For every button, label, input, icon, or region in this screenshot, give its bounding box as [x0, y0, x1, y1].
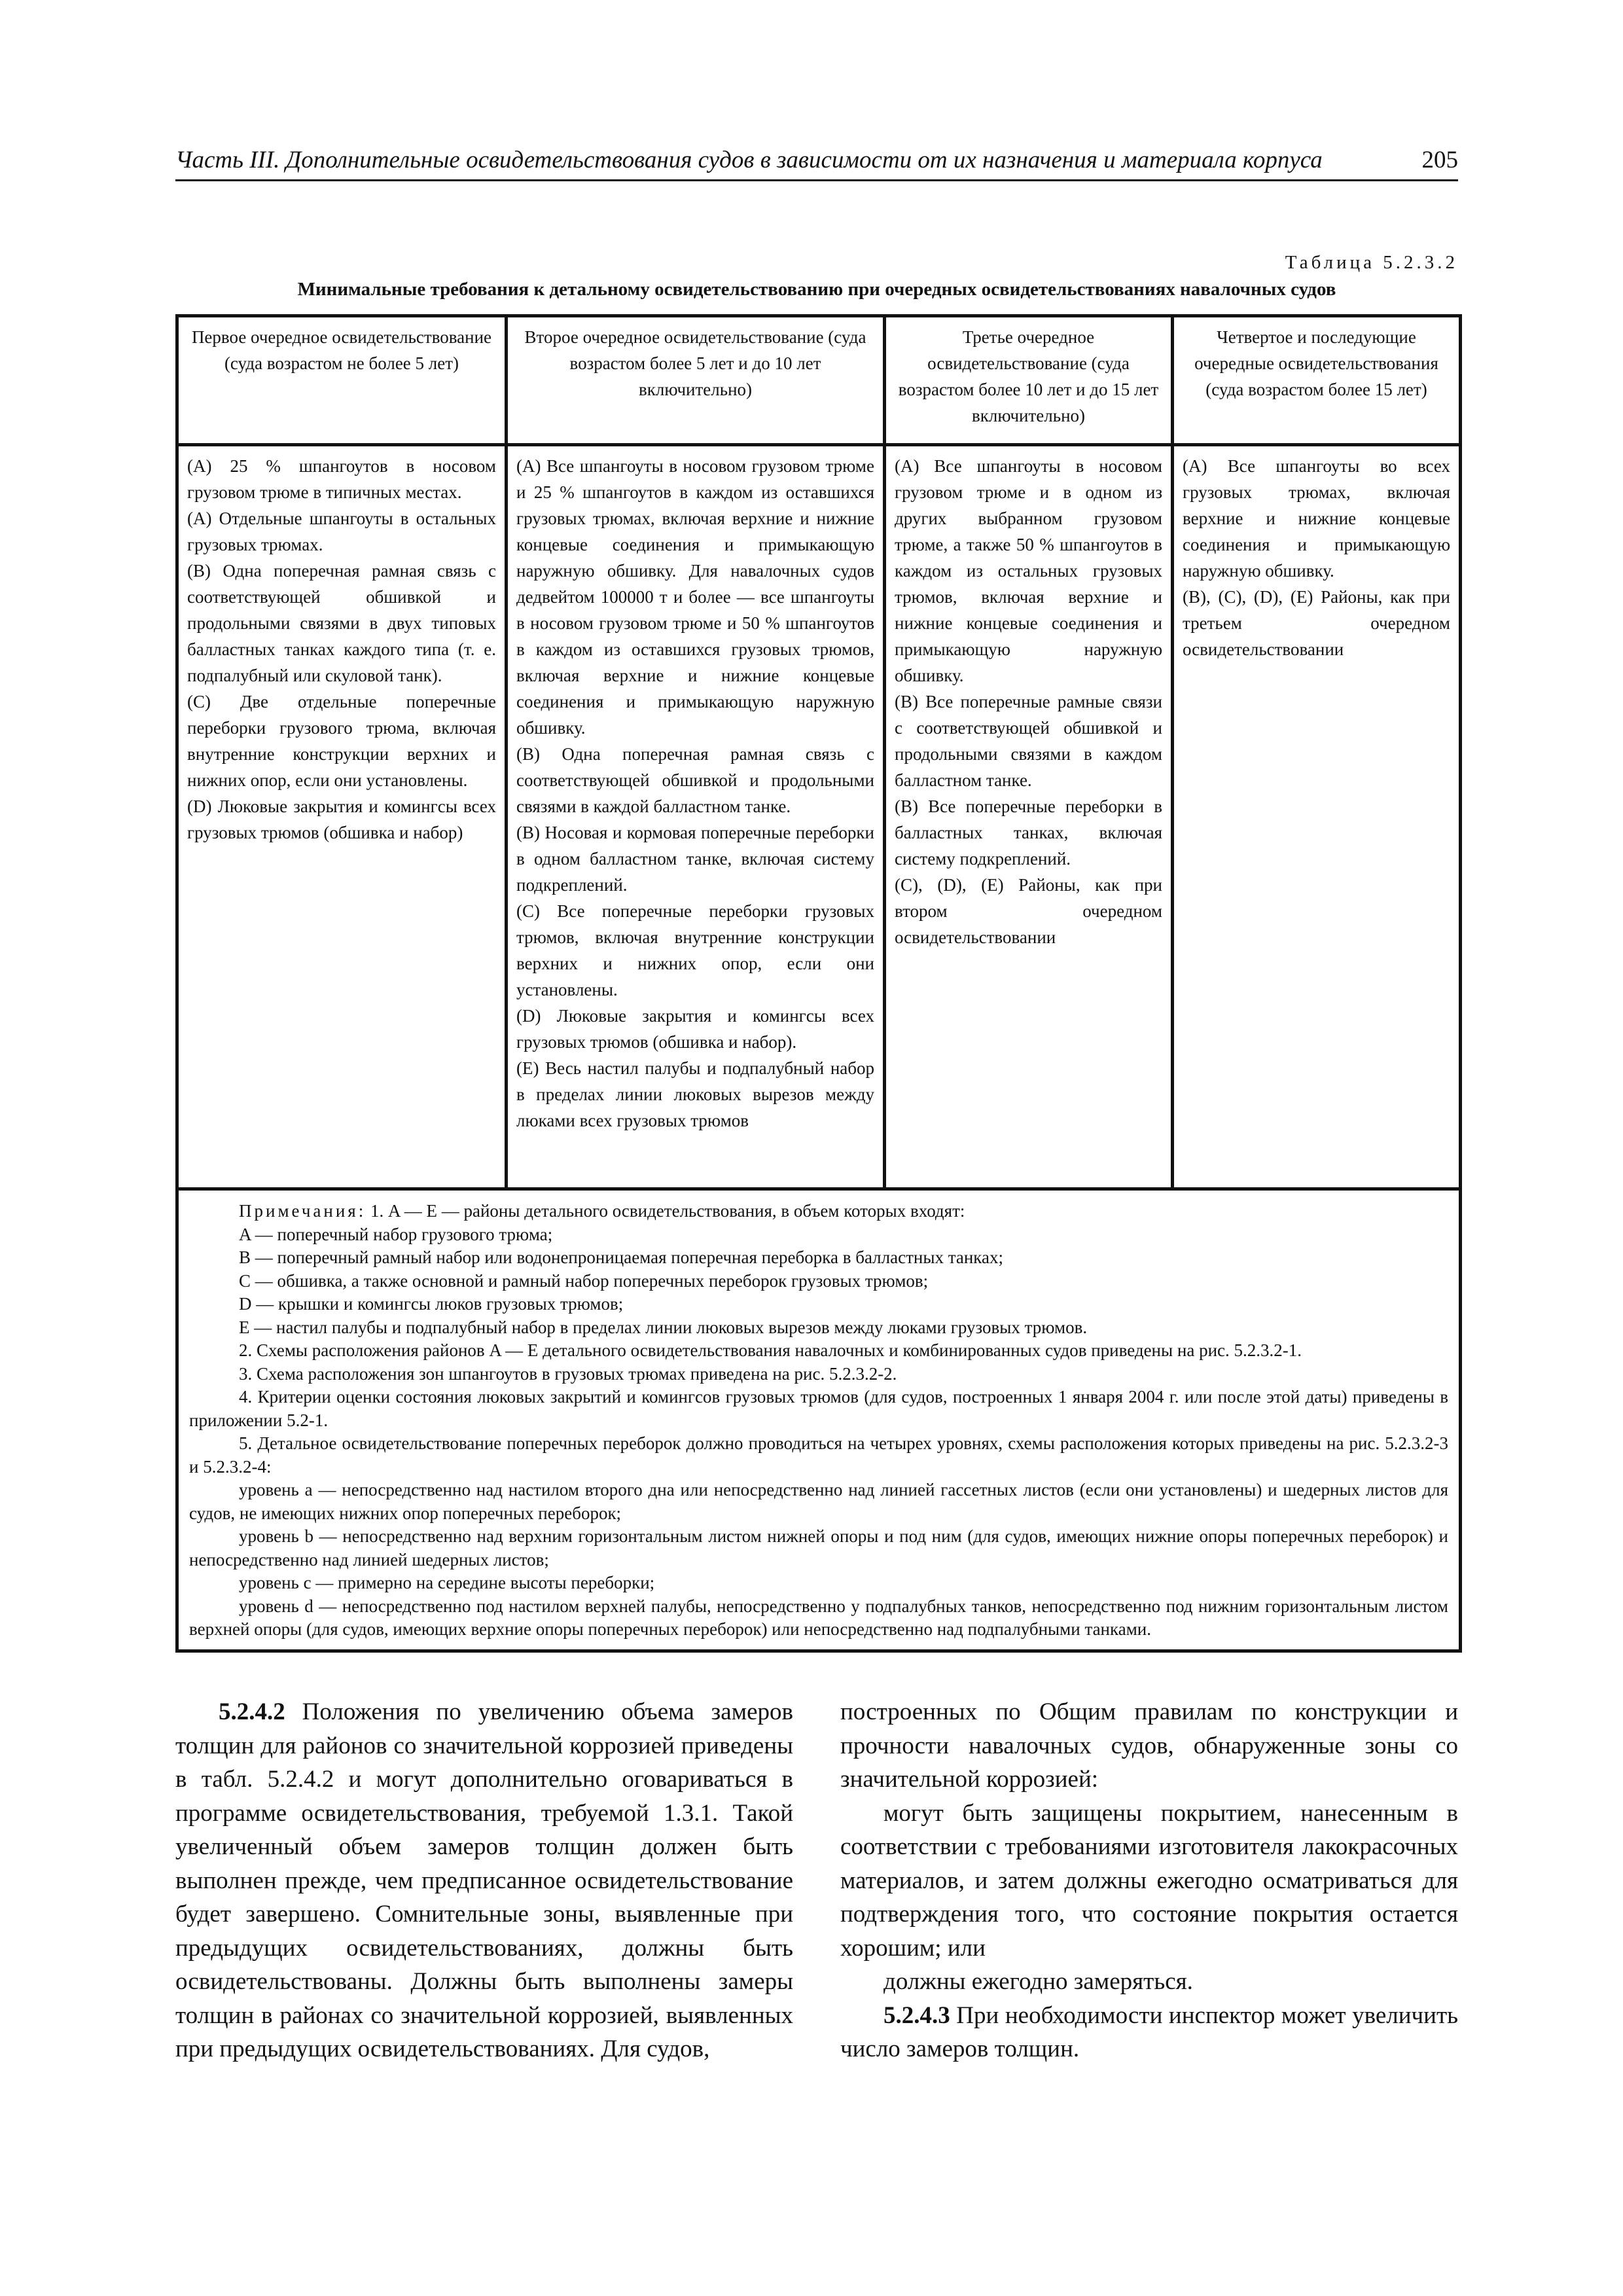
cell-item: (B) Все поперечные переборки в балластных танках, включая систему подкреплений. — [895, 797, 1162, 869]
cell-item: (C), (D), (E) Районы, как при втором очередном освидетельствовании — [895, 875, 1162, 947]
survey-table — [175, 314, 1462, 1653]
cell-item: (D) Люковые закрытия и комингсы всех грузовых трюмов (обшивка и набор) — [187, 797, 496, 842]
table-header-row — [177, 316, 1461, 445]
cell-item: (B), (C), (D), (E) Районы, как при третьем очередном освидетельствовании — [1183, 587, 1450, 659]
note-area-e: E — настил палубы и подпалубный набор в пределах линии люковых вырезов между люками грузовых трюмов. — [239, 1317, 1088, 1337]
cell-item: (C) Все поперечные переборки грузовых трюмов, включая внутренние конструкции верхних и нижних опор, если они установлены. — [516, 901, 874, 999]
note-area-d: D — крышки и комингсы люков грузовых трюмов; — [239, 1294, 624, 1314]
paragraph-continuation: построенных по Общим правилам по конструкции и прочности навалочных судов, обнаруженные зоны со значительной коррозией: — [840, 1698, 1458, 1793]
notes-lead: Примечания: — [239, 1201, 366, 1221]
cell-item: (B) Одна поперечная рамная связь с соответствующей обшивкой и продольными связями в двух типовых балластных танках каждого типа (т. е. подпалубный или скуловой танк). — [187, 561, 496, 685]
cell-item: (A) Все шпангоуты во всех грузовых трюмах, включая верхние и нижние концевые соединения и примыкающую наружную обшивку. — [1183, 456, 1450, 581]
paragraph-option-coating: могут быть защищены покрытием, нанесенным в соответствии с требованиями изготовителя лакокрасочных материалов, и затем должны ежегодно осматриваться для подтверждения того, что состояние покрытия остается хорошим; или — [840, 1799, 1458, 1962]
cell-first-survey — [177, 445, 507, 1189]
cell-item: (B) Носовая и кормовая поперечные переборки в одном балластном танке, включая систему подкреплений. — [516, 823, 874, 895]
page-number: 205 — [1421, 147, 1458, 173]
note-4: 4. Критерии оценки состояния люковых закрытий и комингсов грузовых трюмов (для судов, построенных 1 января 2004 г. или после этой даты) приведены в приложении 5.2-1. — [189, 1387, 1448, 1430]
table-notes-row — [177, 1189, 1461, 1651]
body-text — [175, 1695, 1458, 2066]
cell-item: (A) Все шпангоуты в носовом грузовом трюме и в одном из других выбранном грузовом трюме, а также 50 % шпангоутов в каждом из остальных грузовых трюмов, включая верхние и нижние концевые соединения и примыкающую наружную обшивку. — [895, 456, 1162, 685]
cell-item: (B) Все поперечные рамные связи с соответствующей обшивкой и продольными связями в каждом балластном танке. — [895, 692, 1162, 790]
table-label: Таблица 5.2.3.2 — [1285, 252, 1458, 273]
note-area-c: C — обшивка, а также основной и рамный набор поперечных переборок грузовых трюмов; — [239, 1270, 929, 1291]
cell-item: (A) 25 % шпангоутов в носовом грузовом трюме в типичных местах. — [187, 456, 496, 502]
section-number: 5.2.4.3 — [883, 2001, 950, 2029]
note-1: Примечания: 1. A — E — районы детального освидетельствования, в объем которых входят: — [239, 1201, 965, 1221]
column-header-second: Второе очередное освидетельствование (суда возрастом более 5 лет и до 10 лет включительно) — [507, 316, 885, 445]
cell-fourth-survey — [1173, 445, 1461, 1189]
note-level-b: уровень b — непосредственно над верхним горизонтальным листом нижней опоры и под ним (для судов, имеющих нижние опоры поперечных переборок) и непосредственно над линией шедерных листов; — [189, 1526, 1448, 1570]
table-notes — [177, 1189, 1461, 1651]
text-column-left — [175, 1695, 793, 2066]
note-area-a: A — поперечный набор грузового трюма; — [239, 1224, 553, 1244]
cell-second-survey — [507, 445, 885, 1189]
note-level-c: уровень c — примерно на середине высоты переборки; — [239, 1573, 655, 1592]
section-number: 5.2.4.2 — [219, 1698, 285, 1725]
note-level-d: уровень d — непосредственно под настилом верхней палубы, непосредственно у подпалубных танков, непосредственно под нижним горизонтальным листом верхней опоры (для судов, имеющих верхние опоры поперечных переборок) или непосредственно над подпалубными танками. — [189, 1596, 1448, 1639]
paragraph-5-2-4-2: 5.2.4.2 Положения по увеличению объема замеров толщин для районов со значительной коррозией приведены в табл. 5.2.4.2 и могут дополнительно оговариваться в программе освидетельствования, требуемой 1.3.1. Такой увеличенный объем замеров толщин должен быть выполнен прежде, чем предписанное освидетельствование будет завершено. Сомнительные зоны, выявленные при предыдущих освидетельствованиях, должны быть освидетельствованы. Должны быть выполнены замеры толщин в районах со значительной коррозией, выявленных при предыдущих освидетельствованиях. Для судов, — [175, 1698, 793, 2062]
paragraph-5-2-4-3: 5.2.4.3 При необходимости инспектор может увеличить число замеров толщин. — [840, 2001, 1458, 2062]
note-5: 5. Детальное освидетельствование поперечных переборок должно проводиться на четырех уровнях, схемы расположения которых приведены на рис. 5.2.3.2-3 и 5.2.3.2-4: — [189, 1433, 1448, 1477]
cell-item: (A) Все шпангоуты в носовом грузовом трюме и 25 % шпангоутов в каждом из оставшихся грузовых трюмах, включая верхние и нижние концевые соединения и примыкающую наружную обшивку. Для навалочных судов дедвейтом 100000 т и более — все шпангоуты в носовом грузовом трюме и 50 % шпангоутов в каждом из оставшихся грузовых трюмов, включая верхние и нижние концевые соединения и примыкающую наружную обшивку. — [516, 456, 874, 738]
note-3: 3. Схема расположения зон шпангоутов в грузовых трюмах приведена на рис. 5.2.3.2-2. — [239, 1363, 897, 1384]
cell-item: (D) Люковые закрытия и комингсы всех грузовых трюмов (обшивка и набор). — [516, 1006, 874, 1052]
running-title: Часть III. Дополнительные освидетельствования судов в зависимости от их назначения и материала корпуса — [175, 147, 1323, 173]
running-header — [175, 145, 1458, 181]
table-title: Минимальные требования к детальному освидетельствованию при очередных освидетельствованиях навалочных судов — [297, 279, 1336, 300]
text-column-right — [840, 1695, 1458, 2066]
note-2: 2. Схемы расположения районов A — E детального освидетельствования навалочных и комбинированных судов приведены на рис. 5.2.3.2-1. — [239, 1340, 1302, 1360]
cell-item: (B) Одна поперечная рамная связь с соответствующей обшивкой и продольными связями в каждой балластном танке. — [516, 744, 874, 816]
column-header-fourth: Четвертое и последующие очередные освидетельствования (суда возрастом более 15 лет) — [1173, 316, 1461, 445]
cell-third-survey — [885, 445, 1173, 1189]
table-body-row — [177, 445, 1461, 1189]
paragraph-option-measure: должны ежегодно замеряться. — [883, 1968, 1193, 1995]
cell-item: (C) Две отдельные поперечные переборки грузового трюма, включая внутренние конструкции верхних и нижних опор, если они установлены. — [187, 692, 496, 790]
column-header-first: Первое очередное освидетельствование (суда возрастом не более 5 лет) — [177, 316, 507, 445]
cell-item: (A) Отдельные шпангоуты в остальных грузовых трюмах. — [187, 509, 496, 554]
note-area-b: B — поперечный рамный набор или водонепроницаемая поперечная переборка в балластных танках; — [239, 1247, 1003, 1267]
column-header-third: Третье очередное освидетельствование (суда возрастом более 10 лет и до 15 лет включительно) — [885, 316, 1173, 445]
cell-item: (E) Весь настил палубы и подпалубный набор в пределах линии люковых вырезов между люками всех грузовых трюмов — [516, 1058, 874, 1130]
note-level-a: уровень a — непосредственно над настилом второго дна или непосредственно над линией гассетных листов (если они установлены) и шедерных листов для судов, не имеющих нижних опор поперечных переборок; — [189, 1480, 1448, 1523]
